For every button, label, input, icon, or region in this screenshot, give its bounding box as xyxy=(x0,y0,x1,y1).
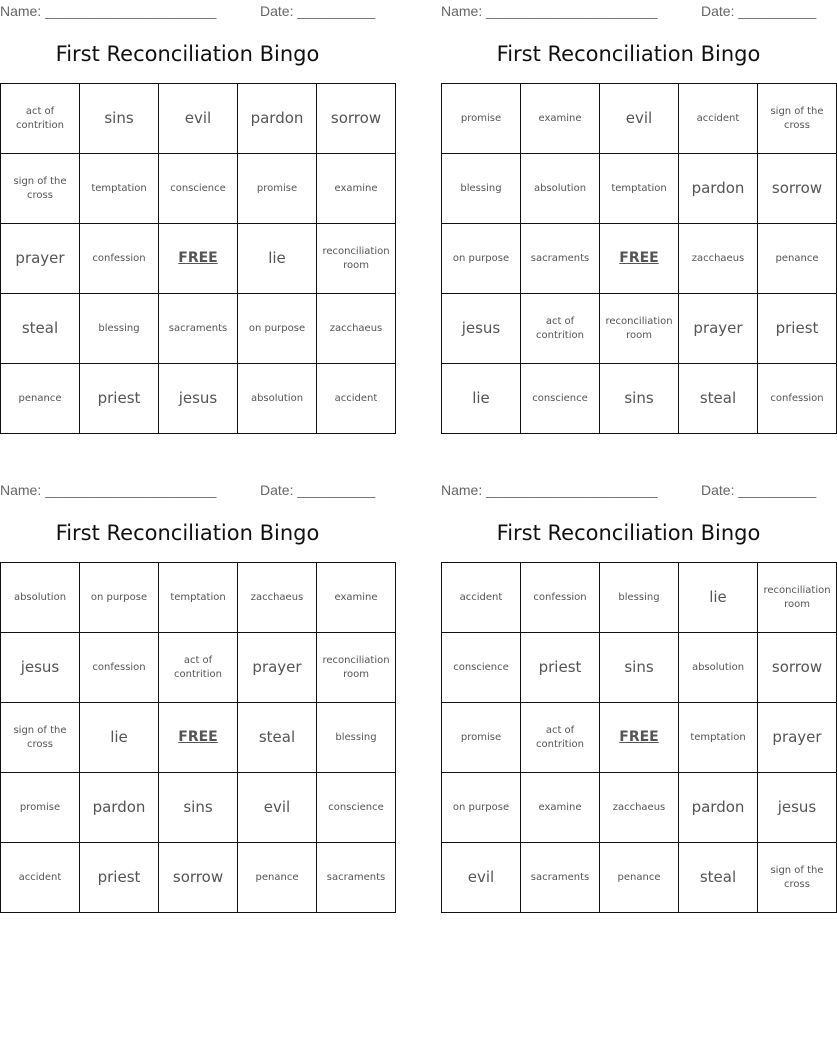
free-space-cell: FREE xyxy=(600,224,679,294)
bingo-cell: temptation xyxy=(159,563,238,633)
bingo-cell: reconciliation room xyxy=(317,633,396,703)
bingo-cell: sins xyxy=(80,84,159,154)
bingo-cell: zacchaeus xyxy=(679,224,758,294)
bingo-cell: sign of the cross xyxy=(758,84,837,154)
bingo-cell: confession xyxy=(80,224,159,294)
bingo-grid xyxy=(441,562,837,913)
bingo-cell: absolution xyxy=(521,154,600,224)
bingo-cell: sins xyxy=(600,633,679,703)
grid-row xyxy=(1,84,396,154)
bingo-cell: absolution xyxy=(238,364,317,434)
bingo-cell: evil xyxy=(442,843,521,913)
bingo-cell: temptation xyxy=(80,154,159,224)
card-header xyxy=(441,479,816,499)
grid-row xyxy=(442,224,837,294)
bingo-cell: conscience xyxy=(159,154,238,224)
bingo-cell: promise xyxy=(238,154,317,224)
grid-row xyxy=(442,773,837,843)
grid-row xyxy=(442,633,837,703)
bingo-cell: promise xyxy=(442,84,521,154)
bingo-cell: on purpose xyxy=(442,773,521,843)
bingo-grid xyxy=(0,83,396,434)
date-field: Date: __________ xyxy=(260,482,376,498)
bingo-cell: examine xyxy=(317,563,396,633)
bingo-cell: sign of the cross xyxy=(1,703,80,773)
bingo-cell: steal xyxy=(679,843,758,913)
bingo-cell: sacraments xyxy=(159,294,238,364)
free-space-cell: FREE xyxy=(159,224,238,294)
bingo-cell: penance xyxy=(758,224,837,294)
name-field: Name: ______________________ xyxy=(441,482,658,498)
bingo-cell: examine xyxy=(521,84,600,154)
bingo-cell: penance xyxy=(600,843,679,913)
bingo-cell: sorrow xyxy=(317,84,396,154)
grid-row xyxy=(442,843,837,913)
bingo-cell: act of contrition xyxy=(521,294,600,364)
bingo-cell: on purpose xyxy=(238,294,317,364)
bingo-cell: confession xyxy=(758,364,837,434)
bingo-cell: zacchaeus xyxy=(600,773,679,843)
bingo-cell: pardon xyxy=(679,773,758,843)
grid-row xyxy=(1,563,396,633)
bingo-cell: lie xyxy=(238,224,317,294)
bingo-cell: blessing xyxy=(442,154,521,224)
bingo-cell: examine xyxy=(317,154,396,224)
bingo-cell: jesus xyxy=(159,364,238,434)
free-space-cell: FREE xyxy=(159,703,238,773)
grid-row xyxy=(442,294,837,364)
grid-row xyxy=(1,843,396,913)
bingo-cell: conscience xyxy=(442,633,521,703)
bingo-cell: steal xyxy=(238,703,317,773)
bingo-cell: blessing xyxy=(80,294,159,364)
card-title: First Reconciliation Bingo xyxy=(55,42,320,66)
bingo-cell: priest xyxy=(80,843,159,913)
bingo-cell: penance xyxy=(1,364,80,434)
bingo-cell: absolution xyxy=(679,633,758,703)
bingo-cell: sorrow xyxy=(758,154,837,224)
bingo-cell: reconciliation room xyxy=(317,224,396,294)
bingo-cell: pardon xyxy=(679,154,758,224)
bingo-cell: examine xyxy=(521,773,600,843)
bingo-cell: priest xyxy=(758,294,837,364)
bingo-cell: priest xyxy=(80,364,159,434)
bingo-cell: on purpose xyxy=(80,563,159,633)
bingo-cell: sign of the cross xyxy=(1,154,80,224)
bingo-cell: act of contrition xyxy=(1,84,80,154)
date-field: Date: __________ xyxy=(701,482,817,498)
name-field: Name: ______________________ xyxy=(0,482,217,498)
card-title: First Reconciliation Bingo xyxy=(55,521,320,545)
bingo-cell: act of contrition xyxy=(521,703,600,773)
bingo-cell: jesus xyxy=(758,773,837,843)
bingo-cell: zacchaeus xyxy=(238,563,317,633)
bingo-cell: lie xyxy=(442,364,521,434)
bingo-cell: accident xyxy=(317,364,396,434)
bingo-grid xyxy=(0,562,396,913)
bingo-cell: reconciliation room xyxy=(600,294,679,364)
grid-row xyxy=(1,703,396,773)
grid-row xyxy=(1,633,396,703)
card-title: First Reconciliation Bingo xyxy=(496,42,761,66)
bingo-cell: sacraments xyxy=(521,224,600,294)
card-header xyxy=(0,0,375,20)
bingo-cell: temptation xyxy=(679,703,758,773)
bingo-cell: pardon xyxy=(238,84,317,154)
grid-row xyxy=(1,154,396,224)
bingo-cell: blessing xyxy=(317,703,396,773)
bingo-cell: sorrow xyxy=(758,633,837,703)
bingo-cell: evil xyxy=(600,84,679,154)
bingo-cell: accident xyxy=(679,84,758,154)
bingo-cell: confession xyxy=(80,633,159,703)
grid-row xyxy=(1,224,396,294)
bingo-cell: reconciliation room xyxy=(758,563,837,633)
grid-row xyxy=(1,773,396,843)
card-header xyxy=(0,479,375,499)
bingo-cell: temptation xyxy=(600,154,679,224)
bingo-cell: blessing xyxy=(600,563,679,633)
bingo-cell: jesus xyxy=(442,294,521,364)
bingo-cell: on purpose xyxy=(442,224,521,294)
grid-row xyxy=(1,294,396,364)
grid-row xyxy=(1,364,396,434)
free-space-cell: FREE xyxy=(600,703,679,773)
card-title: First Reconciliation Bingo xyxy=(496,521,761,545)
bingo-cell: prayer xyxy=(758,703,837,773)
bingo-cell: confession xyxy=(521,563,600,633)
bingo-cell: prayer xyxy=(1,224,80,294)
bingo-cell: sacraments xyxy=(317,843,396,913)
date-field: Date: __________ xyxy=(701,3,817,19)
card-header xyxy=(441,0,816,20)
bingo-cell: sacraments xyxy=(521,843,600,913)
bingo-cell: conscience xyxy=(317,773,396,843)
bingo-cell: steal xyxy=(679,364,758,434)
bingo-cell: sins xyxy=(600,364,679,434)
bingo-cell: penance xyxy=(238,843,317,913)
bingo-cell: evil xyxy=(159,84,238,154)
bingo-cell: conscience xyxy=(521,364,600,434)
bingo-cell: absolution xyxy=(1,563,80,633)
grid-row xyxy=(442,84,837,154)
bingo-cell: jesus xyxy=(1,633,80,703)
name-field: Name: ______________________ xyxy=(441,3,658,19)
bingo-cell: promise xyxy=(1,773,80,843)
bingo-cell: prayer xyxy=(238,633,317,703)
bingo-cell: priest xyxy=(521,633,600,703)
grid-row xyxy=(442,563,837,633)
bingo-cell: pardon xyxy=(80,773,159,843)
bingo-cell: sins xyxy=(159,773,238,843)
bingo-cell: accident xyxy=(442,563,521,633)
bingo-cell: sign of the cross xyxy=(758,843,837,913)
bingo-cell: act of contrition xyxy=(159,633,238,703)
bingo-cell: promise xyxy=(442,703,521,773)
grid-row xyxy=(442,703,837,773)
name-field: Name: ______________________ xyxy=(0,3,217,19)
grid-row xyxy=(442,154,837,224)
bingo-cell: zacchaeus xyxy=(317,294,396,364)
bingo-cell: steal xyxy=(1,294,80,364)
bingo-cell: sorrow xyxy=(159,843,238,913)
bingo-cell: accident xyxy=(1,843,80,913)
date-field: Date: __________ xyxy=(260,3,376,19)
bingo-cell: lie xyxy=(80,703,159,773)
grid-row xyxy=(442,364,837,434)
bingo-cell: lie xyxy=(679,563,758,633)
bingo-cell: prayer xyxy=(679,294,758,364)
bingo-cell: evil xyxy=(238,773,317,843)
bingo-grid xyxy=(441,83,837,434)
